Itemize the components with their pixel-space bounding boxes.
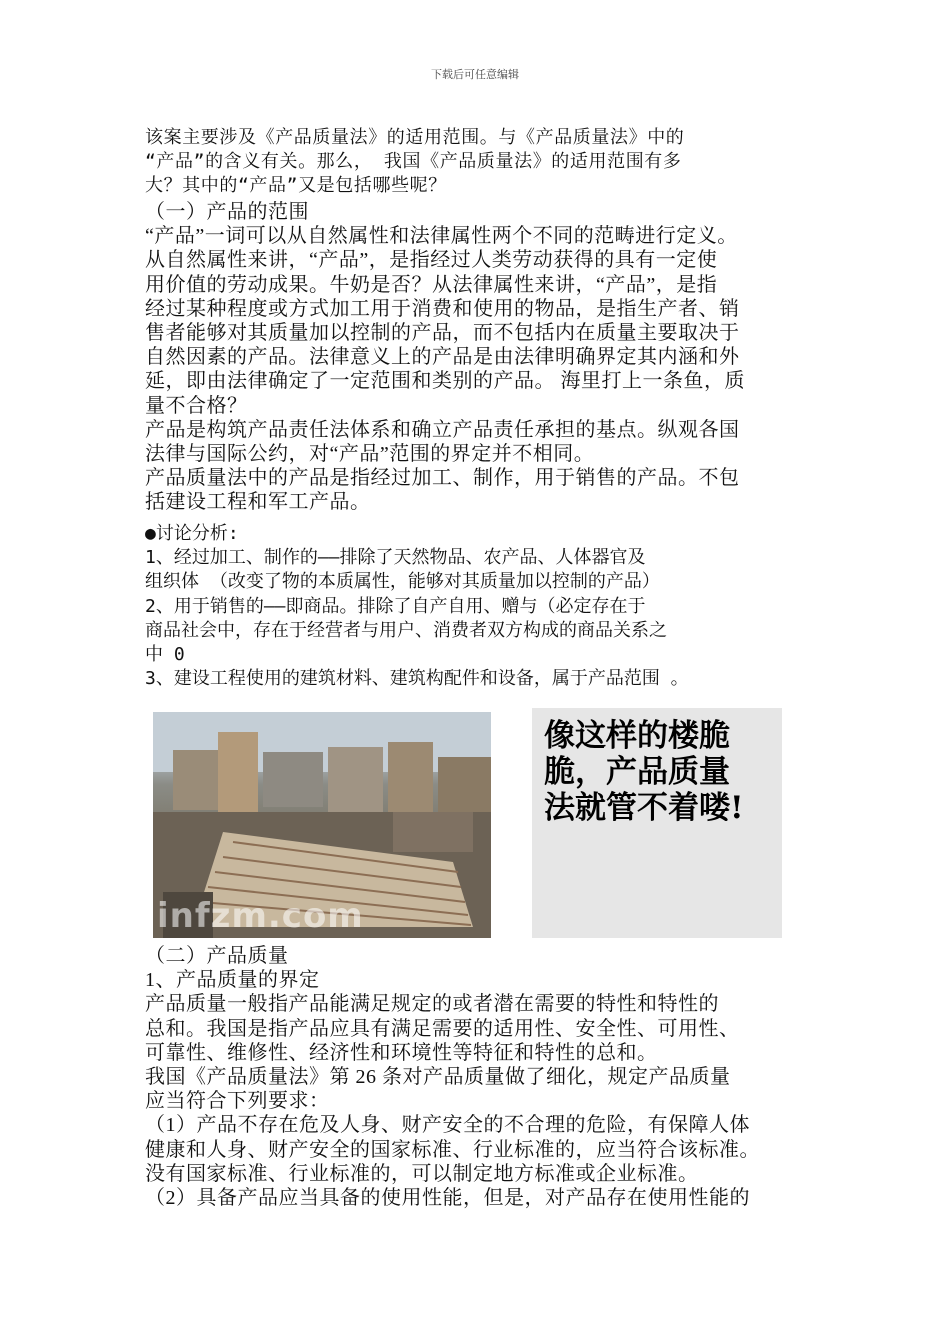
text-line: 总和。我国是指产品应具有满足需要的适用性、安全性、可用性、: [145, 1017, 740, 1040]
text-line: “产品”一词可以从自然属性和法律属性两个不同的范畴进行定义。: [145, 225, 738, 248]
text-line: 延，即由法律确定了一定范围和类别的产品。 海里打上一条鱼，质: [145, 370, 745, 393]
discussion-analysis: [145, 522, 815, 691]
text-line: 2、用于销售的——即商品。排除了自产自用、赠与（必定存在于: [145, 595, 646, 617]
text-line: 商品社会中，存在于经营者与用户、消费者双方构成的商品关系之: [145, 619, 667, 641]
text-line: 从自然属性来讲，“产品”，是指经过人类劳动获得的具有一定使: [145, 249, 718, 272]
subsection-heading: 1、产品质量的界定: [145, 969, 320, 992]
text-line: （1）产品不存在危及人身、财产安全的不合理的危险，有保障人体: [145, 1114, 750, 1137]
section-product-quality: [145, 944, 815, 1210]
header-note: 下载后可任意编辑: [431, 68, 519, 81]
text-line: 括建设工程和军工产品。: [145, 491, 371, 514]
photo-watermark: infzm.com: [157, 896, 364, 936]
text-line: 组织体 （改变了物的本质属性，能够对其质量加以控制的产品）: [145, 571, 660, 593]
section-heading: （二）产品质量: [145, 945, 289, 967]
section-product-scope: [145, 200, 815, 514]
text-line: 售者能够对其质量加以控制的产品，而不包括内在质量主要取决于: [145, 321, 740, 344]
section-heading: （一）产品的范围: [145, 201, 309, 223]
text-line: 健康和人身、财产安全的国家标准、行业标准的，应当符合该标准。: [145, 1138, 760, 1161]
text-line: 量不合格？: [145, 394, 248, 417]
text-line: 没有国家标准、行业标准的，可以制定地方标准或企业标准。: [145, 1162, 699, 1185]
text-line: 产品质量法中的产品是指经过加工、制作，用于销售的产品。不包: [145, 467, 740, 490]
text-line: 应当符合下列要求：: [145, 1090, 330, 1113]
text-line: 大？其中的“产品”又是包括哪些呢？: [145, 175, 447, 197]
callout-line: 像这样的楼脆: [544, 718, 730, 754]
text-line: 1、经过加工、制作的——排除了天然物品、农产品、人体器官及: [145, 547, 646, 569]
callout-text: [544, 718, 776, 826]
text-line: 法律与国际公约，对“产品”范围的界定并不相同。: [145, 442, 595, 465]
text-line: 产品质量一般指产品能满足规定的或者潜在需要的特性和特性的: [145, 993, 719, 1016]
text-line: （2）具备产品应当具备的使用性能，但是，对产品存在使用性能的: [145, 1186, 750, 1209]
text-line: 可靠性、维修性、经济性和环境性等特征和特性的总和。: [145, 1041, 658, 1064]
text-line: “产品”的含义有关。那么， 我国《产品质量法》的适用范围有多: [145, 151, 682, 173]
text-line: 用价值的劳动成果。牛奶是否？从法律属性来讲，“产品”，是指: [145, 273, 718, 296]
callout-line: 脆，产品质量: [544, 754, 730, 790]
text-line: 产品是构筑产品责任法体系和确立产品责任承担的基点。纵观各国: [145, 418, 740, 441]
callout-line: 法就管不着喽!: [544, 790, 744, 826]
callout-box: [532, 708, 782, 938]
case-paragraph: [145, 126, 815, 199]
text-line: 经过某种程度或方式加工用于消费和使用的物品，是指生产者、销: [145, 297, 740, 320]
text-line: 3、建设工程使用的建筑材料、建筑构配件和设备，属于产品范围 。: [145, 668, 689, 690]
text-line: 自然因素的产品。法律意义上的产品是由法律明确界定其内涵和外: [145, 346, 740, 369]
discussion-heading: ●讨论分析:: [145, 523, 239, 544]
text-line: 我国《产品质量法》第 26 条对产品质量做了细化，规定产品质量: [145, 1065, 731, 1088]
collapsed-building-photo: [153, 712, 491, 938]
text-line: 该案主要涉及《产品质量法》的适用范围。与《产品质量法》中的: [145, 127, 685, 148]
text-line: 中 0: [145, 643, 185, 665]
